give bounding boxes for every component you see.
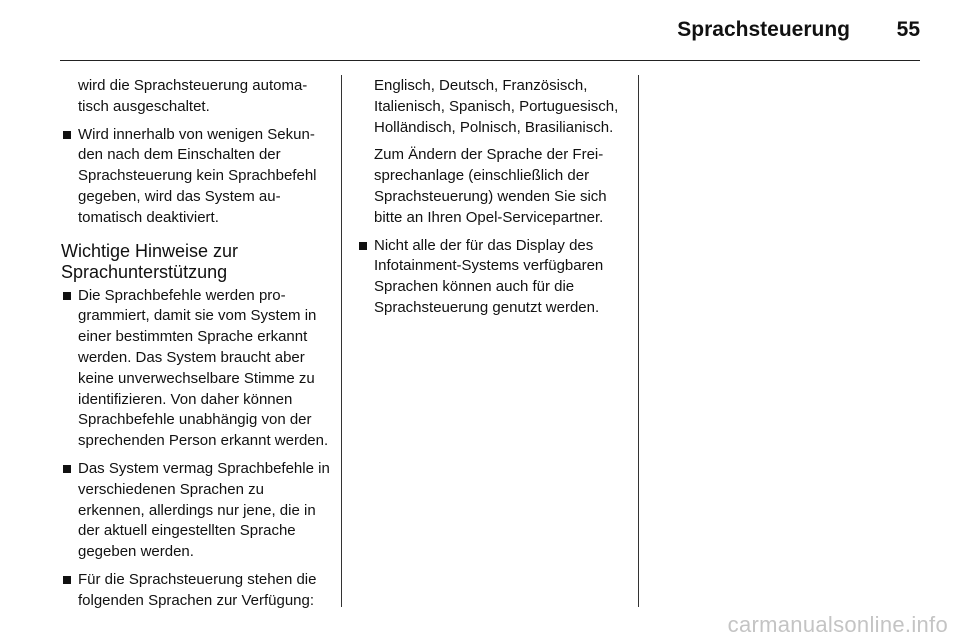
change-language-paragraph: Zum Ändern der Sprache der Freisprechanlage (einschließlich der Sprachsteuerung) wenden Sie sich bitte an Ihren Opel-Servicepartner. xyxy=(374,146,607,226)
list-item xyxy=(61,286,331,452)
list-item-text: Wird innerhalb von wenigen Sekunden nach dem Einschalten der Sprachsteuerung kein Sprachbefehl gegeben, wird das System automatisch deaktiviert. xyxy=(78,125,317,226)
bullet-square-icon xyxy=(63,292,71,300)
list-item xyxy=(61,125,331,229)
bullet-square-icon xyxy=(63,576,71,584)
list-item xyxy=(61,459,331,563)
list-item xyxy=(61,570,331,612)
text-column-1 xyxy=(61,76,331,619)
column-divider-1 xyxy=(341,75,342,607)
page-title: Sprachsteuerung xyxy=(677,18,850,41)
languages-paragraph: Englisch, Deutsch, Französisch, Italienisch, Spanisch, Portuguesisch, Holländisch, Polnisch, Brasilianisch. xyxy=(374,77,619,136)
list-item-text: Das System vermag Sprachbefehle in verschiedenen Sprachen zu erkennen, allerdings nur jene, die in der aktuell eingestellten Sprache gegeben werden. xyxy=(78,459,330,561)
bullet-square-icon xyxy=(63,465,71,473)
list-item-text: Für die Sprachsteuerung stehen die folgenden Sprachen zur Verfügung: xyxy=(78,570,317,609)
bullet-square-icon xyxy=(63,131,71,139)
column-divider-2 xyxy=(638,75,639,607)
list-item-text: Die Sprachbefehle werden programmiert, damit sie vom System in einer bestimmten Sprache erkannt werden. Das System braucht aber keine unverwechselbare Stimme zu identifizieren. Von daher können Sprachbefehle unabhängig von der sprechenden Person erkannt werden. xyxy=(78,286,329,450)
section-heading: Wichtige Hinweise zur Sprachunterstützung xyxy=(61,240,239,282)
list-item xyxy=(357,236,629,319)
page-number: 55 xyxy=(896,18,920,41)
watermark: carmanualsonline.info xyxy=(727,612,948,637)
intro-paragraph: wird die Sprachsteuerung automatisch ausgeschaltet. xyxy=(78,77,308,115)
header-rule xyxy=(60,60,920,61)
text-column-2 xyxy=(357,76,629,326)
page-header xyxy=(60,18,920,46)
bullet-square-icon xyxy=(359,242,367,250)
list-item-text: Nicht alle der für das Display des Infotainment-Systems verfügbaren Sprachen können auch für die Sprachsteuerung genutzt werden. xyxy=(374,236,604,316)
